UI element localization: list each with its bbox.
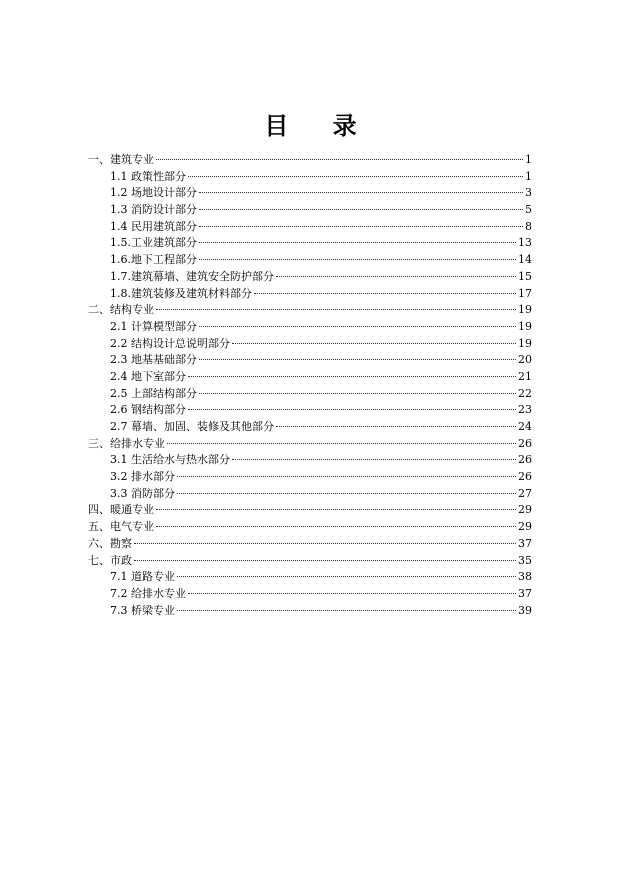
toc-page-number: 37 (518, 586, 532, 600)
toc-entry-label: 五、电气专业 (88, 520, 154, 534)
toc-dot-leader (199, 209, 523, 210)
toc-page-number: 15 (518, 269, 532, 283)
toc-entry-label: 2.1 计算模型部分 (110, 319, 197, 333)
toc-page-number: 24 (518, 420, 532, 433)
toc-dot-leader (177, 576, 516, 577)
toc-dot-leader (156, 526, 516, 527)
toc-dot-leader (199, 259, 516, 260)
toc-page-number: 26 (518, 453, 532, 467)
toc-page-number: 8 (525, 219, 532, 233)
toc-dot-leader (199, 226, 523, 227)
toc-subsection-entry[interactable] (88, 569, 532, 586)
toc-entry-label: 1.4 民用建筑部分 (110, 219, 197, 233)
toc-page-number: 3 (525, 186, 532, 200)
toc-entry-label: 2.6 钢结构部分 (110, 403, 186, 417)
toc-entry-label: 2.4 地下室部分 (110, 369, 186, 383)
toc-dot-leader (232, 343, 516, 344)
toc-entry-label: 二、结构专业 (88, 303, 154, 317)
toc-entry-label: 2.3 地基基础部分 (110, 353, 197, 367)
toc-dot-leader (199, 359, 516, 360)
toc-dot-leader (156, 159, 523, 160)
toc-page-number: 1 (525, 169, 532, 183)
toc-entry-label: 1.6.地下工程部分 (110, 253, 197, 267)
toc-page-number: 13 (518, 236, 532, 250)
toc-dot-leader (188, 176, 523, 177)
toc-subsection-entry[interactable] (88, 169, 532, 186)
toc-dot-leader (177, 610, 516, 611)
toc-subsection-entry[interactable] (88, 469, 532, 486)
toc-dot-leader (276, 276, 516, 277)
toc-subsection-entry[interactable] (88, 235, 532, 252)
toc-dot-leader (199, 326, 516, 327)
toc-subsection-entry[interactable] (88, 603, 532, 620)
toc-page-number: 26 (518, 470, 532, 484)
toc-subsection-entry[interactable] (88, 202, 532, 219)
toc-section-entry[interactable] (88, 553, 532, 570)
toc-dot-leader (188, 376, 516, 377)
toc-subsection-entry[interactable] (88, 269, 532, 286)
toc-dot-leader (156, 509, 516, 510)
toc-section-entry[interactable] (88, 152, 532, 169)
toc-section-entry[interactable] (88, 519, 532, 536)
toc-entry-label: 2.7 幕墙、加固、装修及其他部分 (110, 420, 274, 433)
toc-entry-label: 1.7.建筑幕墙、建筑安全防护部分 (110, 269, 274, 283)
toc-page-number: 19 (518, 303, 532, 317)
toc-section-entry[interactable] (88, 302, 532, 319)
toc-page-number: 23 (518, 403, 532, 417)
toc-page-number: 20 (518, 353, 532, 367)
toc-entry-label: 三、给排水专业 (88, 436, 165, 450)
toc-entry-label: 四、暖通专业 (88, 503, 154, 517)
toc-page-number: 35 (518, 553, 532, 567)
toc-subsection-entry[interactable] (88, 352, 532, 369)
toc-page-number: 27 (518, 486, 532, 500)
toc-entry-label: 7.1 道路专业 (110, 570, 175, 584)
toc-page-number: 14 (518, 253, 532, 267)
toc-page-number: 21 (518, 369, 532, 383)
toc-entry-label: 7.3 桥梁专业 (110, 603, 175, 617)
toc-dot-leader (134, 560, 516, 561)
toc-dot-leader (134, 543, 516, 544)
toc-entry-label: 1.2 场地设计部分 (110, 186, 197, 200)
toc-entry-label: 1.8.建筑装修及建筑材料部分 (110, 286, 252, 300)
toc-dot-leader (156, 309, 516, 310)
toc-page-number: 26 (518, 436, 532, 450)
toc-subsection-entry[interactable] (88, 369, 532, 386)
toc-entry-label: 2.2 结构设计总说明部分 (110, 336, 230, 350)
toc-subsection-entry[interactable] (88, 419, 532, 436)
toc-subsection-entry[interactable] (88, 219, 532, 236)
toc-dot-leader (177, 493, 516, 494)
toc-entry-label: 7.2 给排水专业 (110, 586, 186, 600)
toc-entry-label: 六、勘察 (88, 536, 132, 550)
toc-dot-leader (188, 409, 516, 410)
toc-dot-leader (177, 476, 516, 477)
toc-subsection-entry[interactable] (88, 452, 532, 469)
toc-subsection-entry[interactable] (88, 402, 532, 419)
toc-page-number: 37 (518, 536, 532, 550)
toc-dot-leader (254, 293, 516, 294)
toc-page-number: 17 (518, 286, 532, 300)
toc-dot-leader (199, 242, 516, 243)
toc-subsection-entry[interactable] (88, 386, 532, 403)
toc-dot-leader (199, 192, 523, 193)
toc-title: 目 录 (264, 111, 375, 140)
toc-page-number: 5 (525, 203, 532, 217)
toc-list (88, 152, 532, 619)
toc-subsection-entry[interactable] (88, 486, 532, 503)
toc-dot-leader (167, 443, 516, 444)
toc-entry-label: 2.5 上部结构部分 (110, 386, 197, 400)
toc-entry-label: 3.2 排水部分 (110, 470, 175, 484)
toc-subsection-entry[interactable] (88, 252, 532, 269)
toc-section-entry[interactable] (88, 536, 532, 553)
toc-entry-label: 3.3 消防部分 (110, 486, 175, 500)
toc-section-entry[interactable] (88, 436, 532, 453)
toc-subsection-entry[interactable] (88, 319, 532, 336)
toc-dot-leader (232, 459, 516, 460)
toc-page-number: 29 (518, 503, 532, 517)
toc-subsection-entry[interactable] (88, 185, 532, 202)
toc-dot-leader (188, 593, 516, 594)
toc-section-entry[interactable] (88, 502, 532, 519)
toc-entry-label: 1.3 消防设计部分 (110, 203, 197, 217)
toc-page-number: 39 (518, 603, 532, 617)
toc-subsection-entry[interactable] (88, 336, 532, 353)
toc-page-number: 1 (525, 153, 532, 166)
toc-page-number: 38 (518, 570, 532, 584)
toc-page-number: 29 (518, 520, 532, 534)
toc-entry-label: 3.1 生活给水与热水部分 (110, 453, 230, 467)
toc-page-number: 19 (518, 319, 532, 333)
toc-page-number: 19 (518, 336, 532, 350)
toc-entry-label: 一、建筑专业 (88, 153, 154, 166)
toc-entry-label: 七、市政 (88, 553, 132, 567)
toc-page-number: 22 (518, 386, 532, 400)
toc-dot-leader (199, 393, 516, 394)
toc-subsection-entry[interactable] (88, 586, 532, 603)
toc-dot-leader (276, 426, 516, 427)
toc-entry-label: 1.1 政策性部分 (110, 169, 186, 183)
toc-subsection-entry[interactable] (88, 286, 532, 303)
toc-entry-label: 1.5.工业建筑部分 (110, 236, 197, 250)
